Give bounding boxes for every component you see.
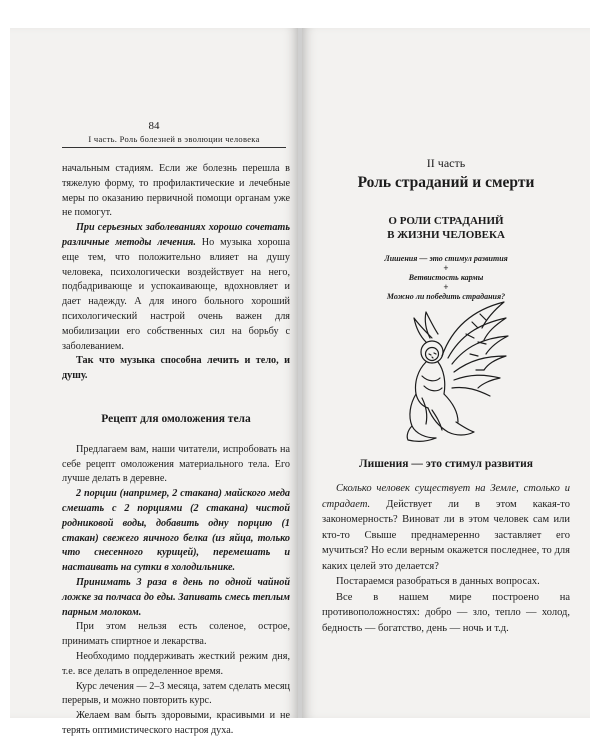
section-title: Лишения — это стимул развития [359, 458, 533, 470]
recipe-paragraph: Принимать 3 раза в день по одной чайной ложке за полчаса до еды. Запивать смесь теплым парным молоком. [62, 576, 290, 618]
paragraph-text: Действует ли в этом какая-то закономерность? Виноват ли в этом человек сам или кто-то Свыше преднамеренно заставляет его мучиться? Но если верным окажется последнее, то для каких целей это делается? [322, 498, 570, 572]
paragraph: Курс лечения — 2–3 месяца, затем сделать месяц перерыв, и можно повторить курс. [62, 680, 290, 707]
emphasis-text: При серьезных заболеваниях хорошо сочетать различные методы лечения. [62, 222, 290, 248]
italic-text: Сколько человек существует на Земле, столько и страдает. [322, 483, 570, 510]
plus-separator: + [443, 263, 449, 273]
right-page [302, 28, 590, 718]
left-page [10, 28, 298, 736]
angel-illustration [382, 298, 512, 448]
paragraph: Предлагаем вам, наши читатели, испробовать на себе рецепт омоложения материального тела. Его лучше делать в деревне. [62, 443, 290, 485]
paragraph-text: Но музыка хороша еще тем, что положительно влияет на душу человека, психологически воздействует на него, подбадривающе и успокаивающе, вдохновляет и дает надежду. А для иного больного хороший психологический настрой очень важен для мобилизации его собственных сил на борьбу с заболеванием. [62, 236, 291, 352]
contents-item: Можно ли победить страдания? [386, 292, 506, 301]
part-label: II часть [426, 156, 466, 170]
recipe-paragraph: 2 порции (например, 2 стакана) майского меда смешать с 2 порциями (2 стакана) чистой родниковой воды, добавить одну порцию (1 стакан) свежего яичного белка (из яйца, только что снесенного курицей), перемешать и настаивать на сутки в холодильнике. [62, 488, 290, 574]
right-page-text [322, 481, 570, 636]
paragraph [322, 481, 570, 574]
paragraph [62, 221, 290, 354]
plus-separator: + [443, 282, 449, 292]
chapter-heading [302, 214, 590, 242]
chapter-heading-line: В ЖИЗНИ ЧЕЛОВЕКА [387, 229, 505, 241]
contents-item: Ветвистость кармы [408, 273, 484, 282]
paragraph: Необходимо поддерживать жесткий режим дня, т.е. все делать в определенное время. [62, 650, 290, 677]
left-page-text [62, 162, 290, 739]
paragraph: Все в нашем мире построено на противоположностях: добро — зло, тепло — холод, бедность — богатство, день — ночь и т.д. [322, 591, 570, 634]
book-spread [10, 28, 590, 736]
chapter-heading-line: О РОЛИ СТРАДАНИЙ [388, 215, 504, 227]
chapter-contents [302, 254, 590, 302]
contents-item: Лишения — это стимул развития [384, 254, 508, 263]
paragraph: Постараемся разобраться в данных вопросах. [336, 576, 540, 587]
running-header: I часть. Роль болезней в эволюции человека [62, 134, 286, 148]
part-title: Роль страданий и смерти [357, 174, 535, 191]
paragraph: Желаем вам быть здоровыми, красивыми и не терять оптимистического настроя духа. [62, 710, 290, 736]
paragraph: При этом нельзя есть соленое, острое, принимать спиртное и лекарства. [62, 621, 290, 648]
section-title: Рецепт для омоложения тела [101, 412, 251, 425]
paragraph: начальным стадиям. Если же болезнь перешла в тяжелую форму, то профилактические и лечебные меры по оказанию первичной помощи органам уже не помогут. [62, 163, 290, 219]
page-number: 84 [148, 120, 160, 132]
paragraph: Так что музыка способна лечить и тело, и душу. [62, 355, 290, 382]
